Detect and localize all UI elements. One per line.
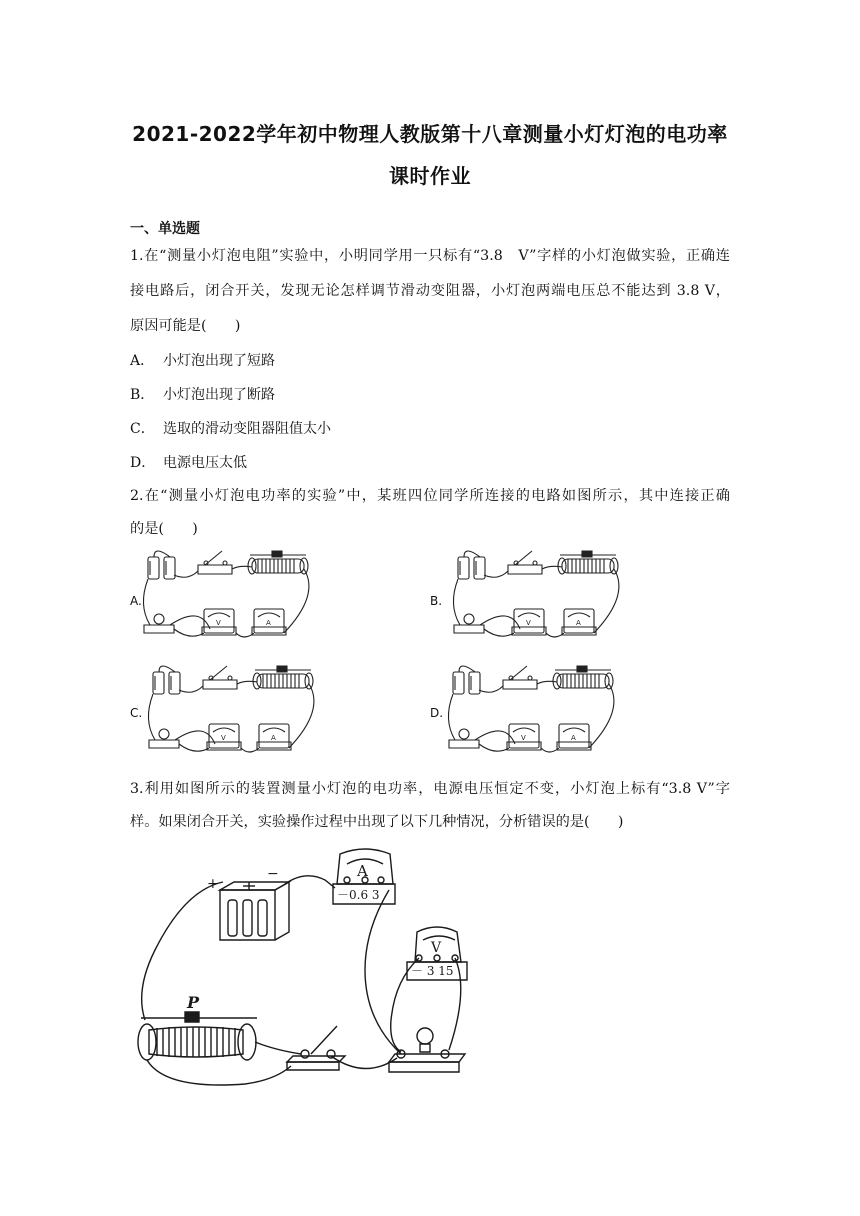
circuit-figure-c — [140, 660, 330, 760]
document-title-line1: 2021-2022学年初中物理人教版第十八章测量小灯灯泡的电功率 — [132, 122, 728, 146]
circuit-figure-b — [440, 545, 640, 645]
q1-line-3: 原因可能是( ) — [130, 318, 241, 334]
circuit-figure-a — [140, 545, 320, 645]
battery-pack — [220, 882, 289, 940]
q3-line-2: 样。如果闭合开关，实验操作过程中出现了以下几种情况，分析错误的是( ) — [130, 814, 624, 830]
q1-option-a: A． 小灯泡出现了短路 — [130, 353, 275, 369]
rheostat — [138, 1012, 257, 1060]
ammeter-terminals-label: －0.6 3 — [337, 888, 380, 902]
q3-circuit-figure — [125, 840, 515, 1090]
q2-line-1: 2.在“测量小灯泡电功率的实验”中，某班四位同学所连接的电路如图所示，其中连接正确 — [130, 488, 730, 504]
q1-option-d: D． 电源电压太低 — [130, 455, 247, 471]
q1-option-c: C． 选取的滑动变阻器阻值太小 — [130, 421, 331, 437]
ammeter-label: A — [357, 862, 368, 880]
circuit-figure-d — [440, 660, 630, 760]
figure-label-d: D. — [430, 706, 444, 720]
rheostat-slider-label: P — [187, 993, 200, 1012]
document-title-line2: 课时作业 — [389, 164, 471, 188]
q2-line-2: 的是( ) — [130, 521, 198, 537]
voltmeter-label: V — [431, 940, 442, 956]
figure-label-c: C. — [130, 706, 143, 720]
q1-line-1: 1.在“测量小灯泡电阻”实验中，小明同学用一只标有“3.8 V”字样的小灯泡做实验，正确连 — [130, 248, 730, 264]
q3-line-1: 3.利用如图所示的装置测量小灯泡的电功率，电源电压恒定不变，小灯泡上标有“3.8 V”字 — [130, 781, 730, 797]
switch — [287, 1026, 345, 1070]
figure-label-b: B. — [430, 594, 443, 608]
figure-label-a: A. — [130, 594, 142, 608]
battery-plus-label: + — [207, 876, 219, 892]
voltmeter-terminals-label: － 3 15 — [411, 964, 454, 978]
battery-minus-label: − — [267, 866, 279, 882]
section-heading: 一、单选题 — [130, 221, 200, 237]
q1-option-b: B． 小灯泡出现了断路 — [130, 387, 275, 403]
q1-line-2: 接电路后，闭合开关，发现无论怎样调节滑动变阻器，小灯泡两端电压总不能达到 3.8 V， — [130, 283, 730, 299]
